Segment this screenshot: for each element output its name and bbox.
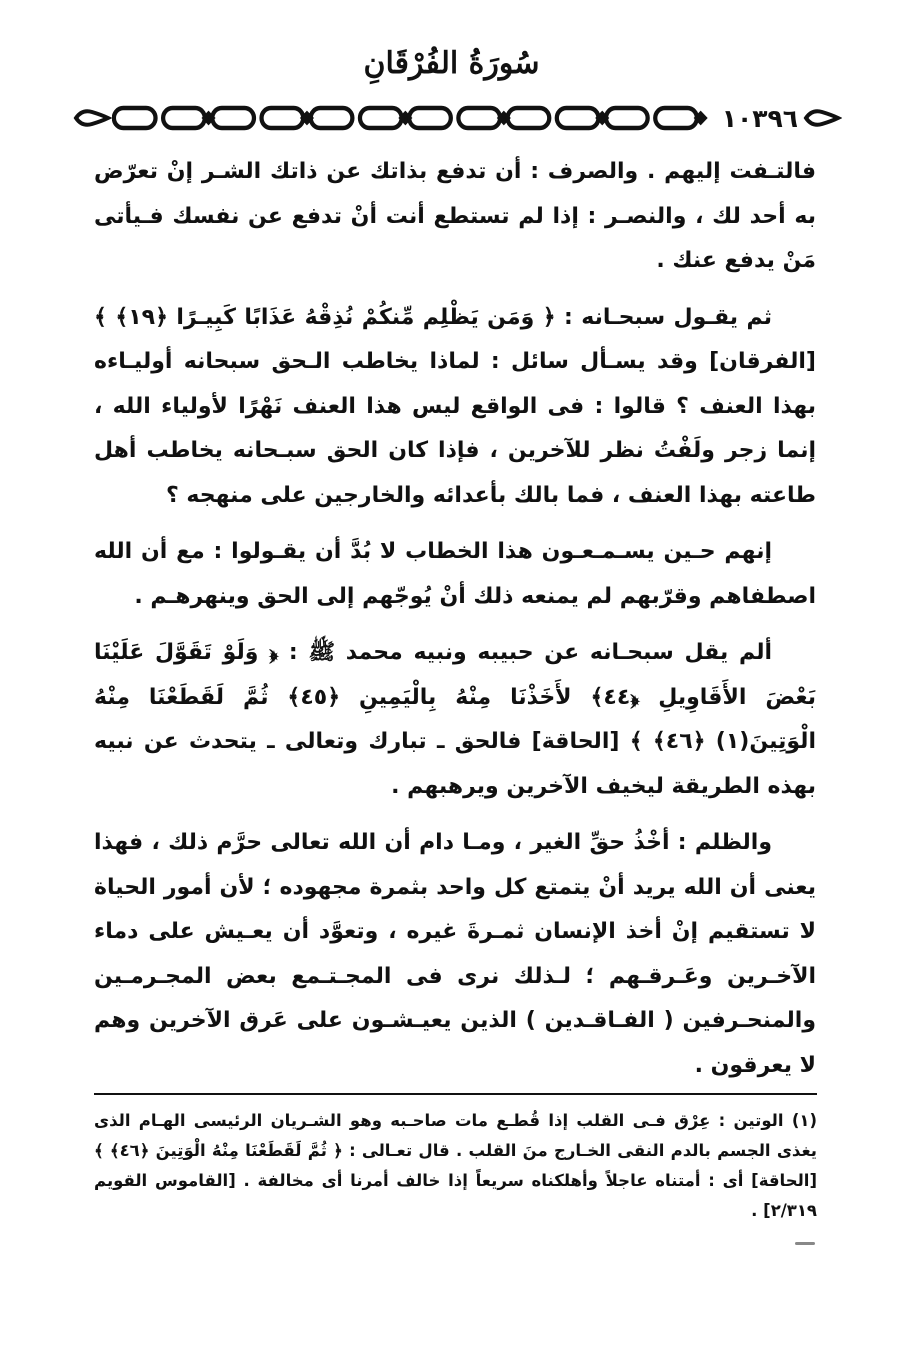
chain-link [458,108,500,128]
chain-ornament [112,100,718,136]
chain-link [163,108,205,128]
paragraph: فالتـفت إليهم . والصرف : أن تدفع بذاتك عن ذاتك الشـر إنْ تعرّض به أحد لك ، والنصـر : إذا لم تستطع أنت أنْ تدفع عن نفسك فـيأتى مَنْ يدفع عنك . [94,159,816,273]
chain-link [606,108,648,128]
ornament-end-cap-left [72,107,112,129]
header-ornament-band [72,100,842,136]
ornament-end-cap-right [802,107,842,129]
chain-diamond [697,114,705,122]
chain-link [557,108,599,128]
chain-link [114,108,156,128]
scan-mark [795,1242,815,1245]
footnote [94,1106,817,1226]
chain-link [360,108,402,128]
chain-link [508,108,550,128]
chain-link [655,108,697,128]
paragraph: ألم يقل سبحـانه عن حبيبه ونبيه محمد ﷺ : ﴿ وَلَوْ تَقَوَّلَ عَلَيْنَا بَعْضَ الأَقَاوِيلِ ﴿٤٤﴾ لأَخَذْنَا مِنْهُ بِالْيَمِينِ ﴿٤٥﴾ ثُمَّ لَقَطَعْنَا مِنْهُ الْوَتِينَ(١) ﴿٤٦﴾ ﴾ [الحاقة] فالحق ـ تبارك وتعالى ـ يتحدث عن نبيه بهذه الطريقة ليخيف الآخرين ويرهبهم . [94,640,817,799]
chain-link [409,108,451,128]
footnote-separator [94,1093,817,1095]
paragraph: ثم يقـول سبحـانه : ﴿ وَمَن يَظْلِم مِّنكُمْ نُذِقْهُ عَذَابًا كَبِيـرًا ﴿١٩﴾ ﴾ [الفرقان] وقد يسـأل سائل : لماذا يخاطب الـحق سبحانه أوليـاءه بهذا العنف ؟ قالوا : فى الواقع ليس هذا العنف نَهْرًا لأولياء الله ، إنما زجر ولَفْتُ نظر للآخرين ، فإذا كان الحق سبـحانه يخاطب أهل طاعته بهذا العنف ، فما بالك بأعدائه والخارجين على منهجه ؟ [94,304,816,508]
chain-link [212,108,254,128]
footnote-text: (١) الوتين : عِرْق فـى القلب إذا قُطـع مات صاحـبه وهو الشـريان الرئيسى الهـام الذى يغذى الجسم بالدم النقى الخـارج منَ القلب . قال تعـالى : ﴿ ثُمَّ لَقَطَعْنَا مِنْهُ الْوَتِينَ ﴿٤٦﴾ ﴾ [الحاقة] أى : أمتناه عاجلاً وأهلكناه سريعاً إذا خالف أمرنا أى مخالفة . [القاموس القويم ٢/٣١٩] . [94,1111,817,1220]
chain-link [311,108,353,128]
surah-title: سُورَةُ الفُرْقَانِ [363,46,540,81]
chain-link [262,108,304,128]
main-text [94,150,816,1100]
paragraph: والظلم : أخْذُ حقِّ الغير ، ومـا دام أن الله تعالى حرَّم ذلك ، فهذا يعنى أن الله يريد أنْ يتمتع كل واحد بثمرة مجهوده ؛ لأن أمور الحياة لا تستقيم إنْ أخذ الإنسان ثمـرةَ غيره ، وتعوَّد أن يعـيش على دماء الآخـرين وعَـرقـهم ؛ لـذلك نرى فى المجـتـمع بعض المجـرمـين والمنحـرفين ( الفـاقـدين ) الذين يعيـشـون على عَرق الآخرين وهم لا يعرقون . [94,830,816,1078]
paragraph: إنهم حـين يسـمـعـون هذا الخطاب لا بُدَّ أن يقـولوا : مع أن الله اصطفاهم وقرّبهم لم يمنعه ذلك أنْ يُوجّهم إلى الحق وينهرهـم . [94,539,816,609]
page-number: ١٠٣٩٦ [721,103,798,133]
